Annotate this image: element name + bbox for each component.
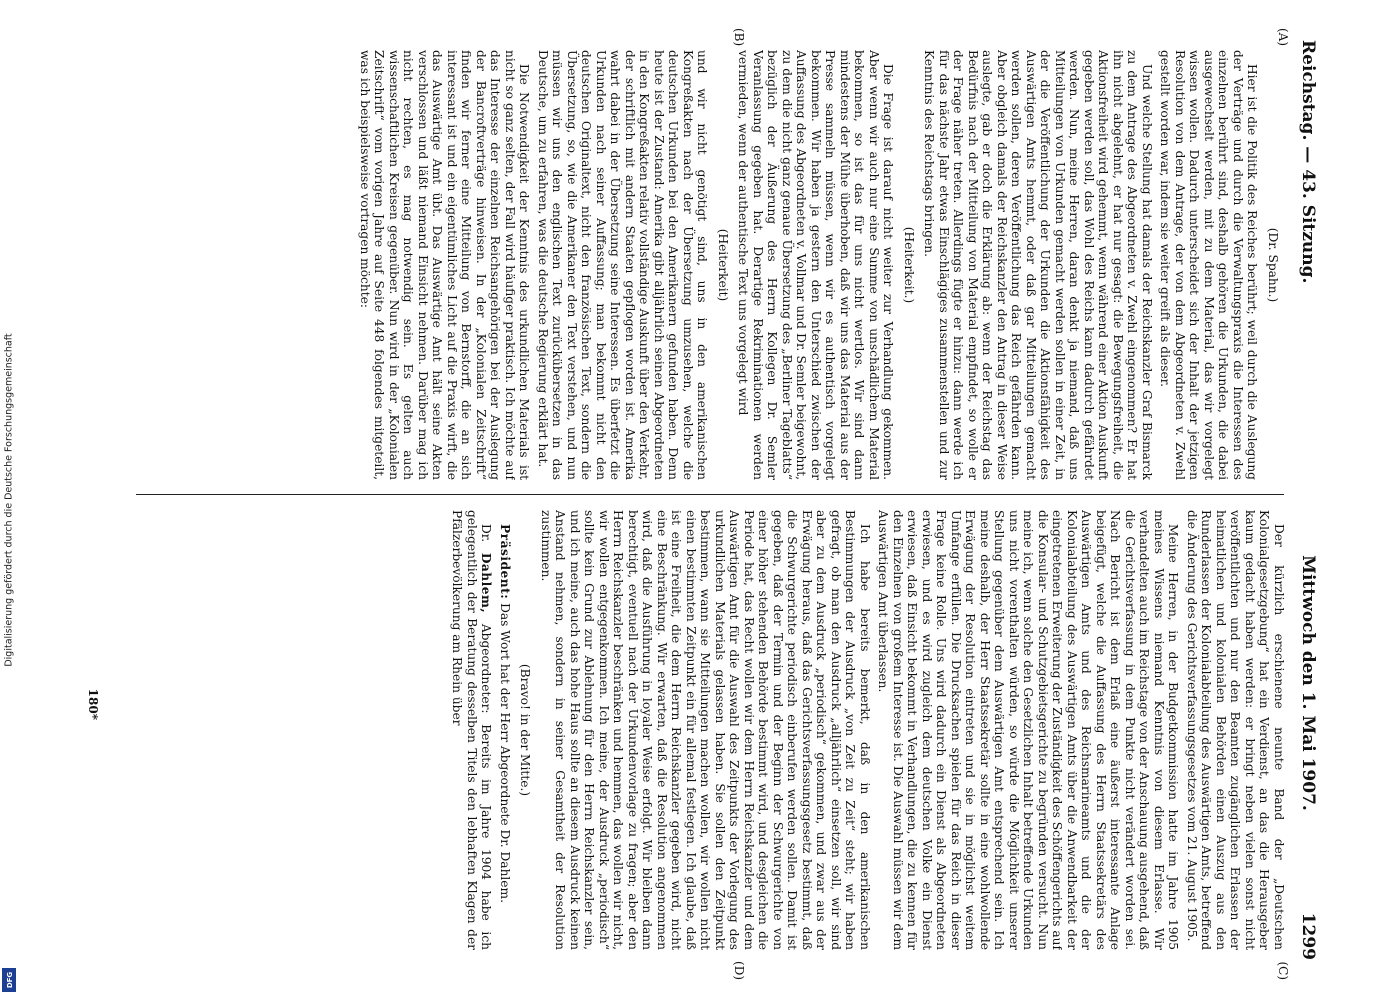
credit-text: Digitalisierung gefördert durch die Deutsche Forschungsgemeinschaft [3, 333, 15, 667]
dahlem-text: Abgeordneter: Bereits im Jahre 1904 habe ich gelegentlich der Beratung desselben Titels den lebhaften Klagen der Pfälzerbevölkerung am Rhein über [450, 510, 494, 950]
paragraph: Ich habe bereits bemerkt, daß in den amerikanischen Bestimmungen der Ausdruck „von Zeit zu Zeit“ steht; wir haben gefragt, ob man den Ausdruck „alljährlich“ einsetzen soll, wir sind aber zu dem Ausdruck „periodisch“ gekommen, und zwar aus der Erwägung heraus, daß das Gerichtsverfassungsgesetz bestimmt, daß die Schwurgerichte periodisch einberufen werden sollen. Damit ist gegeben, daß der Termin und der Beginn der Schwurgerichte von einer höher stehenden Behörde bestimmt wird, und desgleichen die Periode hat, das Recht wollen wir dem Herrn Reichskanzler und dem Auswärtigen Amt für die Auswahl des Zeitpunkts der Vorlegung des urkundlichen Materials gelassen haben. Sie sollen den Zeitpunkt bestimmen, wann sie Mitteilungen machen wollen, wir wollen nicht einen bestimmten Zeitpunkt ein für allemal festlegen. Ich glaube, daß ist eine Freiheit, die dem Herrn Reichskanzler gegeben wird, nicht eine Beschränkung. Wir erwarten, daß die Resolution angenommen wird, daß die Ausführung in loyaler Weise erfolgt. Wir bleiben dann berechtigt, eventuell nach der Urkundenvorlage zu fragen; aber den Herrn Reichskanzler beschränken und hemmen, das wollen wir nicht, wir wollen entgegenkommen. Ich meine, der Ausdruck „periodisch“ sollte kein Grund zur Ablehnung für den Herrn Reichskanzler sein, und ich meine, auch das hohe Haus sollte an diesem Ausdruck keinen Anstand nehmen, sondern in seiner Gesamtheit der Resolution zustimmen. [539, 510, 872, 950]
header-date: Mittwoch den 1. Mai 1907. [1298, 555, 1318, 811]
interjection: (Bravo! in der Mitte.) [518, 663, 533, 797]
paragraph: Die Notwendigkeit der Kenntnis des urkundlichen Materials ist nicht so ganz selten, der Fall wird häufiger praktisch. Ich möchte auf das Interesse der einzelnen Reichsangehörigen bei der Auslegung der Bancroftverträge hinweisen. In der „Kolonialen Zeitschrift“ finden wir ferner eine Mitteilung von Bernstorff, die an sich interessant ist und ein eigentümliches Licht auf die Praxis wirft, die das Auswärtige Amt übt. Das Auswärtige Amt hält seine Akten verschlossen und läßt niemand Einsicht nehmen. Darüber mag ich nicht rechten, es mag notwendig sein. Es gelten auch wissenschaftlichen Kreisen gegenüber. Nun wird in der „Kolonialen Zeitschrift“ vom vorigen Jahre auf Seite 448 folgendes mitgeteilt, was ich beispielsweise vortragen möchte: [358, 50, 532, 480]
paragraph: Die Frage ist darauf nicht weiter zur Verhandlung gekommen. Aber wenn wir auch nur eine Summe von unschädlichem Material bekommen, so ist das für uns nicht wertlos. Wir sind dann mindestens der Mühe überhoben, daß wir uns das Material aus der Presse sammeln müssen, wenn wir es authentisch vorgelegt bekommen. Wir haben ja gestern den Unterschied zwischen der Auffassung des Abgeordneten v. Vollmar und Dr. Semler beigewohnt, zu dem die nicht ganz genaue Übersetzung des „Berliner Tageblatts“ bezüglich der Äußerung des Herrn Kollegen Dr. Semler Veranlassung gegeben hat. Derartige Rekriminationen werden vermieden, wenn der authentische Text uns vorgelegt wird [736, 50, 896, 480]
column-separator [136, 494, 1284, 495]
paragraph: Und welche Stellung hat damals der Reichskanzler Graf Bismarck zu dem Antrage des Abgeordneten v. Zwehl eingenommen? Er hat ihn nicht abgelehnt, er hat nur gesagt: die Bewegungsfreiheit, die Aktionsfreiheit wird gehemmt, wenn während einer Aktion Auskunft gegeben werden soll, das Wohl des Reichs kann dadurch gefährdet werden. Nun, meine Herren, daran denkt ja niemand, daß uns Mitteilungen von Urkunden gemacht werden sollen in einer Zeit, in der die Veröffentlichung der Urkunden die Aktionsfähigkeit des Auswärtigen Amts hemmt, oder daß gar Mitteilungen gemacht werden sollen, deren Veröffentlichung das Reich gefährden kann. Aber obgleich damals der Reichskanzler den Antrag in dieser Weise auslegte, gab er doch die Erklärung ab: wenn der Reichstag das Bedürfnis nach der Mitteilung von Material empfindet, so wolle er der Frage näher treten. Allerdings fügte er hinzu: dann werde ich für das nächste Jahr etwas Einschlägiges zusammenstellen und zur Kenntnis des Reichstags bringen. [922, 50, 1154, 480]
president-label: Präsident: [498, 524, 512, 600]
interjection: (Heiterkeit.) [902, 226, 916, 304]
signature-mark: 180* [86, 688, 100, 720]
marker-a: (A) [1276, 28, 1290, 47]
header-left: Reichstag. — 43. Sitzung. [1298, 40, 1318, 284]
president-text: Das Wort hat der Herr Abgeordnete Dr. Dahlem. [498, 603, 512, 903]
scanned-page [46, 20, 1336, 980]
dahlem-name: Dahlem, [479, 552, 494, 614]
left-column [106, 50, 1286, 480]
page-header [1292, 40, 1322, 966]
marker-d: (D) [732, 961, 746, 980]
marker-c: (C) [1276, 961, 1290, 980]
credit-strip [0, 0, 18, 1000]
dfg-logo-text: DFG [6, 971, 15, 989]
dahlem-prefix: Dr. [479, 524, 494, 543]
speaker-note: (Dr. Spahn.) [1266, 227, 1280, 303]
president-statement [498, 510, 513, 950]
marker-b: (B) [732, 28, 746, 47]
paragraph: Hier ist die Politik des Reiches berührt; weil durch die Auslegung der Verträge und durch die Verwaltungspraxis die Interessen des einzelnen berührt sind, deshalb gehören die Urkunden, die dabei ausgewechselt werden, mit zu dem Material, das wir vorgelegt wissen wollen. Dadurch unterscheidet sich der Inhalt der jetzigen Resolution von dem Antrage, der von dem Abgeordneten v. Zwehl gestellt worden war, indem sie weiter greift als dieser. [1158, 50, 1260, 480]
right-column [106, 510, 1286, 950]
dahlem-speech [450, 510, 494, 950]
page-number: 1299 [1298, 912, 1318, 960]
paragraph: und wir nicht genötigt sind, uns in den amerikanischen Kongreßakten nach der Übersetzung umzusehen, welche die deutschen Urkunden bei den Amerikanern gefunden haben. Denn heute ist der Zustand: Amerika gibt alljährlich seinen Abgeordneten in den Kongreßakten relativ vollständige Auskunft über den Verkehr, der schriftlich mit andern Staaten gepflogen worden ist. Amerika wahrt dabei in der Übersetzung seine Interessen. Es überfetzt die Urkunden nach seiner Auffassung; man bekommt nicht den deutschen Originaltext, nicht den französischen Text, sondern die Übersetzung, so, wie die Amerikaner den Text verstehen, und nun müssen wir uns den englischen Text zurückübersetzen in das Deutsche, um zu erfahren, was die deutsche Regierung erklärt hat. [536, 50, 710, 480]
paragraph: Meine Herren, in der Budgetkommission hatte im Jahre 1905 meines Wissens niemand Kenntnis von diesem Erlasse. Wir verhandelten auch im Reichstage von der Anschauung ausgehend, daß die Gerichtsverfassung in dem Punkte nicht verändert worden sei. Nach Bericht ist dem Erlaß eine äußerst interessante Anlage beigefügt, welche die Auffassung des Herrn Staatssekretärs des Auswärtigen Amts und des Reichsmarineamts und die der Kolonialabteilung des Auswärtigen Amts über die Anwendbarkeit der eingetretenen Erweiterung der Zuständigkeit des Schöffengerichts auf die Konsular- und Schutzgebietsgerichte zu begründen versucht. Nun meine ich, wenn solche den Gesetzlichen Inhalt betreffende Urkunden uns nicht vorenthalten würden, so würde die Möglichkeit unserer Stellung gegenüber dem Auswärtigen Amt entsprechend sein. Ich meine deshalb, der Herr Staatssekretär sollte in eine wohlwollende Erwägung der Resolution eintreten und sie in möglichst weitem Umfange erfüllen. Die Drucksachen spielen für das Reich in dieser Frage keine Rolle. Uns wird dadurch ein Dienst als Abgeordneten erwiesen, und es wird zugleich dem deutschen Volke ein Dienst erwiesen, daß Einsicht bekommt in Verhandlungen, die zu kennen für den Einzelnen von großem Interesse ist. Die Auswahl müssen wir dem Auswärtigen Amt überlassen. [876, 510, 1181, 950]
header-right [1298, 555, 1318, 960]
dfg-logo [2, 968, 16, 992]
quoted-paragraph: Der kürzlich erschienene neunte Band der „Deutschen Kolonialgesetzgebung“ hat ein Verdienst, an das die Herausgeber kaum gedacht haben werden: er bringt neben vielen sonst nicht veröffentlichten und nur den Beamten zugänglichen Erlassen der heimatlichen und kolonialen Behörden einen Auszug aus den Runderlassen der Kolonialabteilung des Auswärtigen Amts, betreffend die Änderung des Gerichtsverfassungsgesetzes vom 21. August 1905. [1185, 510, 1286, 950]
interjection: (Heiterkeit) [716, 228, 730, 302]
